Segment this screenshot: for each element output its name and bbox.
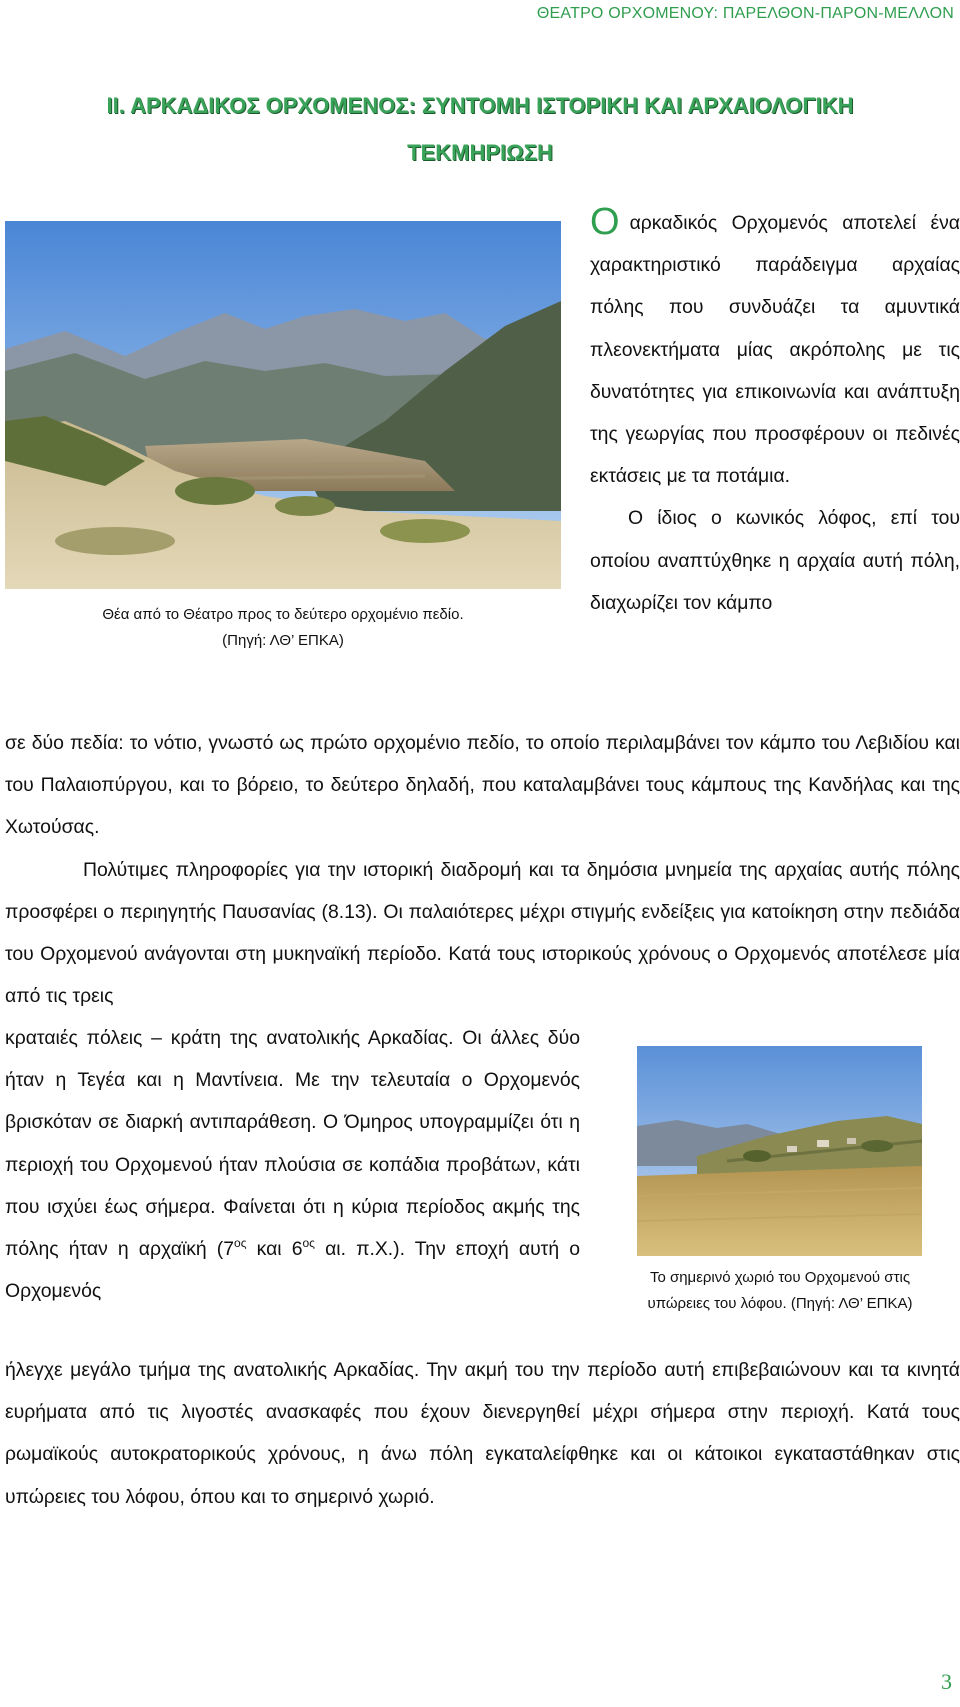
body-block-2 (5, 1017, 580, 1312)
caption-source: (Πηγή: ΛΘ’ ΕΠΚΑ) (222, 632, 344, 649)
history-paragraph: Πολύτιμες πληροφορίες για την ιστορική διαδρομή και τα δημόσια μνημεία της αρχαίας αυτής πόλης προσφέρει ο περιηγητής Παυσανίας (8.13). Οι παλαιότερες μέχρι στιγμής ενδείξεις για κατοίκηση στην πεδιάδα του Ορχομενού ανάγονται στη μυκηναϊκή περίοδο. Κατά τους ιστορικούς χρόνους ο Ορχομενός αποτέλεσε μία από τις τρεις (5, 858, 960, 1008)
body-block-1 (5, 722, 960, 1017)
section-title-line2: ΤΕΚΜΗΡΙΩΣΗ (407, 140, 553, 165)
drop-cap: Ο (590, 201, 620, 243)
valley-photo-caption (0, 602, 566, 654)
intro-column (590, 202, 960, 624)
valley-photo (5, 221, 561, 589)
caption-source: υπώρειες του λόφου. (Πηγή: ΛΘ’ ΕΠΚΑ) (647, 1295, 913, 1312)
caption-line: Το σημερινό χωριό του Ορχομενού στις (649, 1269, 911, 1286)
village-photo-caption (615, 1265, 945, 1317)
hill-paragraph-continued: σε δύο πεδία: το νότιο, γνωστό ως πρώτο ορχομένιο πεδίο, το οποίο περιλαμβάνει τον κάμπο του Λεβιδίου και του Παλαιοπύργου, και το βόρειο, το δεύτερο δηλαδή, που καταλαμβάνει τους κάμπους της Κανδήλας και της Χωτούσας. (5, 732, 960, 839)
ordinal-superscript: ος (234, 1236, 247, 1251)
page-number: 3 (941, 1669, 952, 1694)
village-photo (637, 1046, 922, 1256)
ordinal-superscript: ος (302, 1236, 315, 1251)
history-paragraph-end: ήλεγχε μεγάλο τμήμα της ανατολικής Αρκαδίας. Την ακμή του την περίοδο αυτή επιβεβαιώνουν και τα κινητά ευρήματα από τις λιγοστές ανασκαφές που έχουν διενεργηθεί μέχρι σήμερα στην περιοχή. Κατά τους ρωμαϊκούς αυτοκρατορικούς χρόνους, η άνω πόλη εγκαταλείφθηκε και οι κάτοικοι εγκαταστάθηκαν στις υπώρειες του λόφου, όπου και το σημερινό χωριό. (5, 1359, 960, 1508)
section-title-line1: ΙΙ. ΑΡΚΑΔΙΚΟΣ ΟΡΧΟΜΕΝΟΣ: ΣΥΝΤΟΜΗ ΙΣΤΟΡΙΚΗ ΚΑΙ ΑΡΧΑΙΟΛΟΓΙΚΗ (106, 93, 854, 118)
section-title (0, 82, 960, 176)
hill-paragraph: Ο ίδιος ο κωνικός λόφος, επί του οποίου αναπτύχθηκε η αρχαία αυτή πόλη, διαχωρίζει τον κάμπο (590, 507, 960, 614)
caption-line: Θέα από το Θέατρο προς το δεύτερο ορχομένιο πεδίο. (102, 606, 464, 623)
running-header: ΘΕΑΤΡΟ ΟΡΧΟΜΕΝΟΥ: ΠΑΡΕΛΘΟΝ-ΠΑΡΟΝ-ΜΕΛΛΟΝ (536, 5, 954, 22)
intro-paragraph (590, 202, 960, 497)
body-block-3 (5, 1349, 960, 1518)
history-text-c: αι. π.Χ.). Την εποχή αυτή ο Ορχομενός (5, 1238, 581, 1303)
history-text-b: και 6 (246, 1238, 303, 1261)
history-paragraph-middle (5, 1017, 580, 1312)
intro-text: αρκαδικός Ορχομενός αποτελεί ένα χαρακτηριστικό παράδειγμα αρχαίας πόλης που συνδυάζει τα αμυντικά πλεονεκτήματα μίας ακρόπολης με τις δυνατότητες για επικοινωνία και ανάπτυξη της γεωργίας που προσφέρουν οι πεδινές εκτάσεις με τα ποτάμια. (590, 212, 960, 488)
history-text-a: κραταιές πόλεις – κράτη της ανατολικής Αρκαδίας. Οι άλλες δύο ήταν η Τεγέα και η Μαντίνεια. Με την τελευταία ο Ορχομενός βρισκόταν σε διαρκή αντιπαράθεση. Ο Όμηρος υπογραμμίζει ότι η περιοχή του Ορχομενού ήταν πλούσια σε κοπάδια προβάτων, κάτι που ισχύει έως σήμερα. Φαίνεται ότι η κύρια περίοδος ακμής της πόλης ήταν η αρχαϊκή (7 (5, 1027, 580, 1261)
